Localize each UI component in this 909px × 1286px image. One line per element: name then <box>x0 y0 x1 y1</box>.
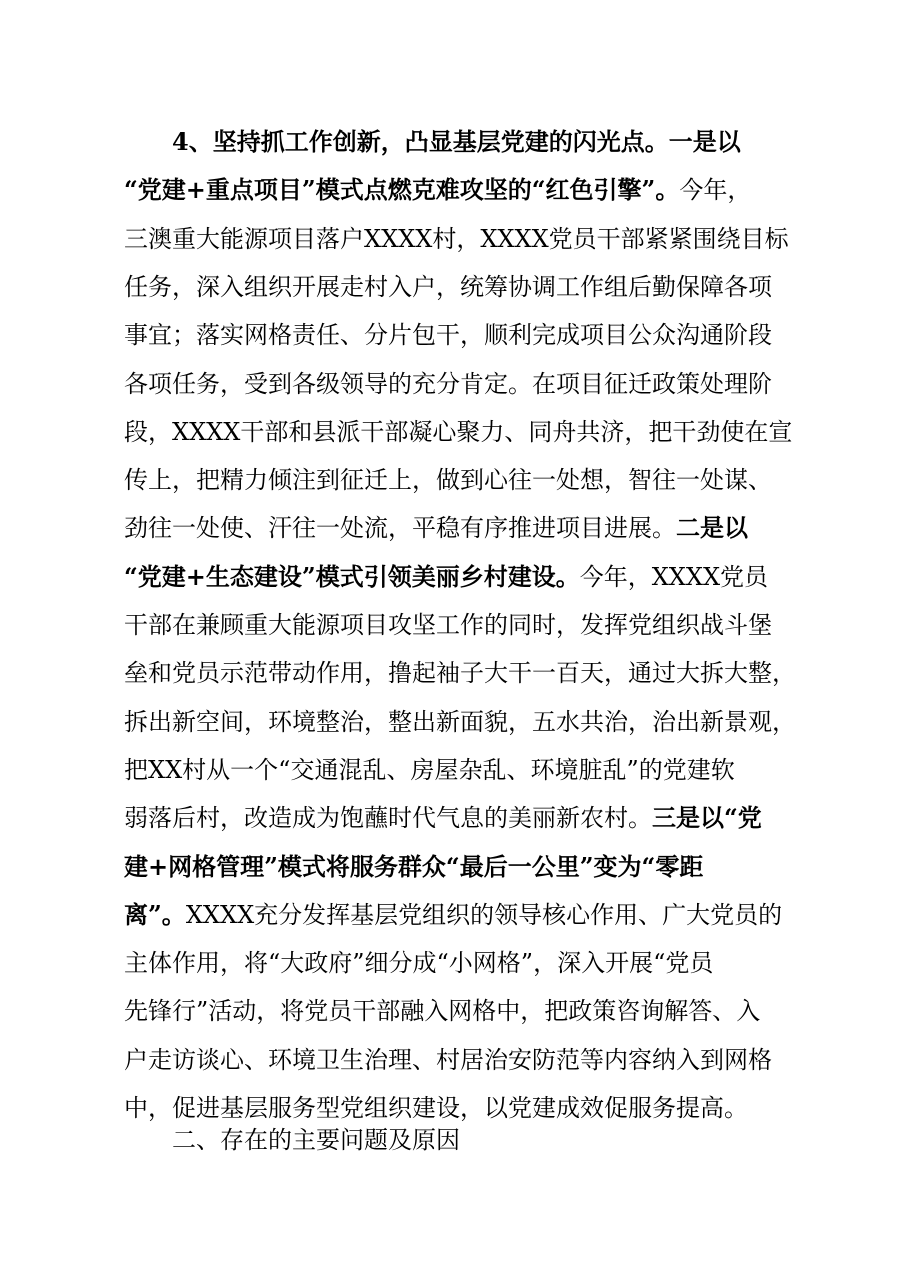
text-line <box>124 987 804 1035</box>
text-line <box>124 601 804 649</box>
text-line <box>124 360 804 408</box>
bold-text-segment: 三是以“党 <box>652 803 762 833</box>
text-segment: 各项任务，受到各级领导的充分肯定。在项目征迁政策处理阶 <box>124 369 772 398</box>
text-segment: 段，XXXX干部和县派干部凝心聚力、同舟共济，把干劲使在宣 <box>124 417 793 446</box>
text-segment: 户走访谈心、环境卫生治理、村居治安防范等内容纳入到网格 <box>124 1045 772 1074</box>
text-line <box>124 843 804 891</box>
text-line <box>124 215 804 263</box>
bold-text-segment: 4、坚持抓工作创新，凸显基层党建的闪光点。一是以 <box>172 127 741 156</box>
text-line <box>124 891 804 939</box>
text-segment: 事宜；落实网格责任、分片包干，顺利完成项目公众沟通阶段 <box>124 321 772 350</box>
bold-text-segment: 二是以 <box>676 513 748 543</box>
text-segment: 主体作用，将“大政府”细分成“小网格”，深入开展“党员 <box>124 949 714 978</box>
text-line <box>124 456 804 504</box>
section-heading: 二、存在的主要问题及原因 <box>172 1126 460 1154</box>
text-segment: 劲往一处使、汗往一处流，平稳有序推进项目进展。 <box>124 514 676 543</box>
text-line <box>124 311 804 359</box>
text-segment: 拆出新空间，环境整治，整出新面貌，五水共治，治出新景观， <box>124 707 796 736</box>
text-line <box>124 553 804 601</box>
text-segment: 今年，XXXX党员 <box>579 562 769 591</box>
text-segment: 把XX村从一个“交通混乱、房屋杂乱、环境脏乱”的党建软 <box>124 755 735 784</box>
bold-text-segment: 离”。 <box>124 899 186 929</box>
text-segment: 三澳重大能源项目落户XXXX村，XXXX党员干部紧紧围绕目标 <box>124 224 789 253</box>
text-line <box>124 649 804 697</box>
text-segment: 先锋行”活动，将党员干部融入网格中，把政策咨询解答、入 <box>124 997 761 1026</box>
text-line <box>124 263 804 311</box>
text-segment: 干部在兼顾重大能源项目攻坚工作的同时，发挥党组织战斗堡 <box>124 611 772 639</box>
text-segment: 中，促进基层服务型党组织建设，以党建成效促服务提高。 <box>124 1094 748 1122</box>
text-segment: 今年， <box>679 176 752 205</box>
text-line <box>172 118 852 166</box>
text-line <box>124 794 804 842</box>
bold-text-segment: 建+网格管理”模式将服务群众“最后一公里”变为“零距 <box>124 851 704 881</box>
text-line <box>124 746 804 794</box>
text-line <box>124 698 804 746</box>
bold-text-segment: “党建+重点项目”模式点燃克难攻坚的“红色引擎”。 <box>124 175 680 205</box>
text-line <box>124 1036 804 1084</box>
text-segment: 传上，把精力倾注到征迁上，做到心往一处想，智往一处谋、 <box>124 466 772 495</box>
text-segment: 弱落后村，改造成为饱蘸时代气息的美丽新农村。 <box>124 804 652 833</box>
text-segment: 垒和党员示范带动作用，撸起袖子大干一百天，通过大拆大整， <box>124 659 796 688</box>
bold-text-segment: “党建+生态建设”模式引领美丽乡村建设。 <box>124 561 580 591</box>
text-line <box>124 939 804 987</box>
text-segment: XXXX充分发挥基层党组织的领导核心作用、广大党员的 <box>185 900 783 929</box>
text-line <box>124 408 804 456</box>
text-line <box>124 504 804 552</box>
text-line <box>124 166 804 214</box>
text-segment: 任务，深入组织开展走村入户，统筹协调工作组后勤保障各项 <box>124 272 772 301</box>
